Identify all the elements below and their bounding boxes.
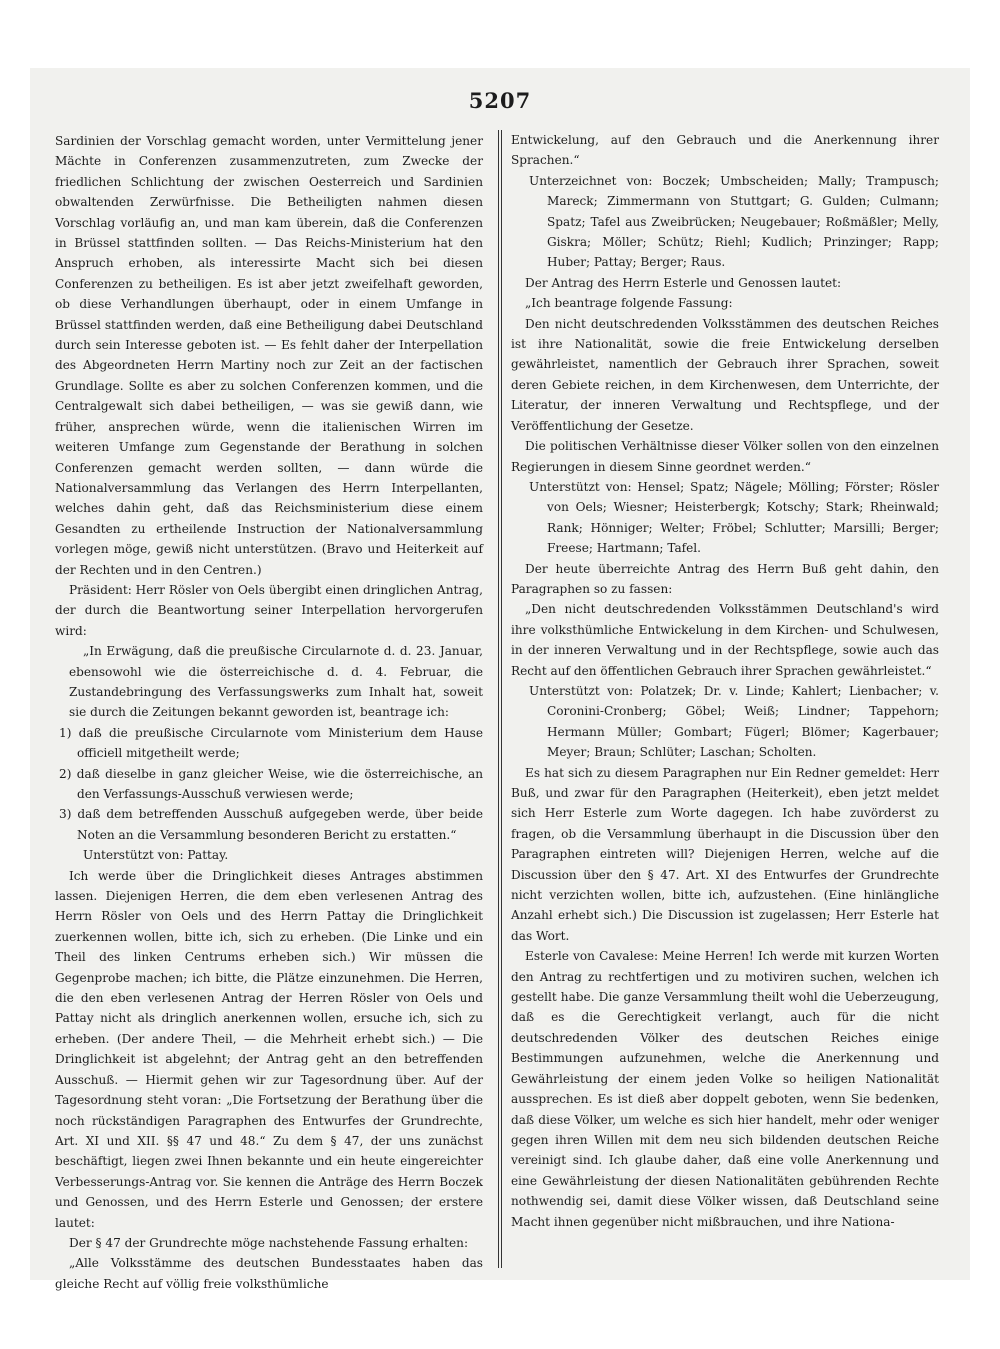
signature-line: Unterstützt von: Pattay.	[83, 848, 229, 863]
paragraph: Präsident: Herr Rösler von Oels übergibt einen dringlichen Antrag, der durch die Beantwortung seiner Interpellation hervorgerufen wird:	[55, 582, 483, 638]
page-number: 5207	[468, 88, 532, 113]
right-column	[511, 130, 939, 1232]
paragraph: Der Antrag des Herrn Esterle und Genossen lautet:	[525, 275, 842, 290]
paragraph: Der heute überreichte Antrag des Herrn Buß geht dahin, den Paragraphen so zu fassen:	[511, 561, 939, 596]
paragraph: „In Erwägung, daß die preußische Circularnote d. d. 23. Januar, ebensowohl wie die österreichische d. d. 4. Februar, die Zustandebringung des Verfassungswerks zum Inhalt hat, soweit sie durch die Zeitungen bekannt geworden ist, beantrage ich:	[69, 644, 483, 720]
signature-line: Unterstützt von: Polatzek; Dr. v. Linde; Kahlert; Lienbacher; v. Coronini-Cronberg; Göbel; Weiß; Lindner; Tappehorn; Hermann Müller; Gombart; Fügerl; Blömer; Kagerbauer; Meyer; Braun; Schlüter; Laschan; Scholten.	[529, 683, 939, 760]
paragraph: Es hat sich zu diesem Paragraphen nur Ein Redner gemeldet: Herr Buß, und zwar für den Paragraphen (Heiterkeit), eben jetzt meldet sich Herr Esterle zum Worte dagegen. Ich habe zuvörderst zu fragen, ob die Versammlung überhaupt in die Discussion über den Paragraphen eintreten will? Diejenigen Herren, welche auf die Discussion über den § 47. Art. XI des Entwurfes der Grundrechte nicht verzichten wollen, bitte ich, aufzustehen. (Eine hinlängliche Anzahl erhebt sich.) Die Discussion ist zugelassen; Herr Esterle hat das Wort.	[511, 765, 939, 943]
column-divider	[498, 130, 502, 1268]
paragraph: „Alle Volksstämme des deutschen Bundesstaates haben das gleiche Recht auf völlig freie volksthümliche	[55, 1256, 483, 1291]
signature-line: Unterzeichnet von: Boczek; Umbscheiden; Mally; Trampusch; Mareck; Zimmermann von Stuttgart; G. Gulden; Culmann; Spatz; Tafel aus Zweibrücken; Neugebauer; Roßmäßler; Melly, Giskra; Möller; Schütz; Riehl; Kudlich; Prinzinger; Rapp; Huber; Pattay; Berger; Raus.	[529, 173, 939, 270]
signature-line: Unterstützt von: Hensel; Spatz; Nägele; Mölling; Förster; Rösler von Oels; Wiesner; Heisterbergk; Kotschy; Stark; Rheinwald; Rank; Hönniger; Welter; Fröbel; Schlutter; Marsilli; Berger; Freese; Hartmann; Tafel.	[529, 479, 939, 556]
paragraph: Die politischen Verhältnisse dieser Völker sollen von den einzelnen Regierungen in diesem Sinne geordnet werden.“	[511, 439, 939, 474]
paragraph: Ich werde über die Dringlichkeit dieses Antrages abstimmen lassen. Diejenigen Herren, die dem eben verlesenen Antrag des Herrn Rösler von Oels und des Herrn Pattay die Dringlichkeit zuerkennen wollen, bitte ich, sich zu erheben. (Die Linke und ein Theil des linken Centrums erheben sich.) Wir müssen die Gegenprobe machen; ich bitte, die Plätze einzunehmen. Die Herren, die den eben verlesenen Antrag der Herren Rösler von Oels und Pattay nicht als dringlich anerkennen wollen, ersuche ich, sich zu erheben. (Der andere Theil, — die Mehrheit erhebt sich.) — Die Dringlichkeit ist abgelehnt; der Antrag geht an den betreffenden Ausschuß. — Hiermit gehen wir zur Tagesordnung über. Auf der Tagesordnung steht voran: „Die Fortsetzung der Berathung über die noch rückständigen Paragraphen des Entwurfes der Grundrechte, Art. XI und XII. §§ 47 und 48.“ Zu dem § 47, der uns zunächst beschäftigt, liegen zwei Ihnen bekannte und ein heute eingereichter Verbesserungs-Antrag vor. Sie kennen die Anträge des Herrn Boczek und Genossen, und des Herrn Esterle und Genossen; der erstere lautet:	[55, 868, 483, 1230]
paragraph: Der § 47 der Grundrechte möge nachstehende Fassung erhalten:	[69, 1235, 469, 1250]
paragraph: Sardinien der Vorschlag gemacht worden, unter Vermittelung jener Mächte in Conferenzen zusammenzutreten, zum Zwecke der friedlichen Schlichtung der zwischen Oesterreich und Sardinien obwaltenden Zerwürfnisse. Die Betheiligten nahmen diesen Vorschlag vorläufig an, und man kam überein, daß die Conferenzen in Brüssel stattfinden sollten. — Das Reichs-Ministerium hat den Anspruch erhoben, als interessirte Macht sich bei diesen Conferenzen zu betheiligen. Es ist aber jetzt zweifelhaft geworden, ob diese Verhandlungen überhaupt, oder in einem Umfange in Brüssel stattfinden werden, daß eine Betheiligung dabei Deutschland durch sein Interesse geboten ist. — Es fehlt daher der Interpellation des Abgeordneten Herrn Martiny noch zur Zeit an der factischen Grundlage. Sollte es aber zu solchen Conferenzen kommen, und die Centralgewalt sich dabei betheiligen, — was sie gewiß dann, wie früher, ansprechen würde, wenn die italienischen Wirren im weiteren Umfange zum Gegenstande der Berathung in solchen Conferenzen gemacht werden sollten, — dann würde die Nationalversammlung das Verlangen des Herrn Interpellanten, welches dahin geht, daß das Reichsministerium diese einem Gesandten zu ertheilende Instruction der Nationalversammlung vorlegen möge, gewiß nicht unterstützen. (Bravo und Heiterkeit auf der Rechten und in den Centren.)	[55, 134, 483, 577]
list-item: 1) daß die preußische Circularnote vom Ministerium dem Hause officiell mitgetheilt werde;	[59, 725, 483, 761]
newspaper-page	[30, 68, 970, 1291]
paragraph: „Den nicht deutschredenden Volksstämmen Deutschland's wird ihre volksthümliche Entwickelung in dem Kirchen- und Schulwesen, in der inneren Verwaltung und in der Rechtspflege, sowie auch das Recht auf den öffentlichen Gebrauch ihrer Sprachen gewährleistet.“	[511, 602, 939, 678]
paragraph: Entwickelung, auf den Gebrauch und die Anerkennung ihrer Sprachen.“	[511, 133, 939, 168]
left-column	[55, 131, 483, 1294]
list-item: 3) daß dem betreffenden Ausschuß aufgegeben werde, über beide Noten an die Versammlung besonderen Bericht zu erstatten.“	[59, 807, 483, 842]
list-item: 2) daß dieselbe in ganz gleicher Weise, wie die österreichische, an den Verfassungs-Ausschuß verwiesen werde;	[59, 766, 483, 801]
paragraph: Esterle von Cavalese: Meine Herren! Ich werde mit kurzen Worten den Antrag zu rechtfertigen und zu motiviren suchen, welchen ich gestellt habe. Die ganze Versammlung theilt wohl die Ueberzeugung, daß es die Gerechtigkeit verlangt, auch für die nicht deutschredenden Völker des deutschen Reiches einige Bestimmungen aufzunehmen, welche die Anerkennung und Gewährleistung der einem jeden Volke so heiligen Nationalität aussprechen. Es ist dieß aber doppelt geboten, wenn Sie bedenken, daß diese Völker, um welche es sich hier handelt, mehr oder weniger gegen ihren Willen mit dem neu sich bildenden deutschen Reiche vereinigt sind. Ich glaube daher, daß eine volle Anerkennung und eine Gewährleistung der diesen Nationalitäten gebührenden Rechte nothwendig sei, damit diese Völker wissen, daß Deutschland seine Macht ihnen gegenüber nicht mißbrauchen, und ihre Nationa-	[511, 949, 939, 1229]
paragraph: Den nicht deutschredenden Volksstämmen des deutschen Reiches ist ihre Nationalität, sowie die freie Entwickelung derselben gewährleistet, namentlich der Gebrauch ihrer Sprachen, soweit deren Gebiete reichen, in dem Kirchenwesen, dem Unterrichte, der Literatur, der inneren Verwaltung und Rechtspflege, und der Veröffentlichung der Gesetze.	[511, 316, 939, 433]
paragraph: „Ich beantrage folgende Fassung:	[525, 296, 733, 311]
